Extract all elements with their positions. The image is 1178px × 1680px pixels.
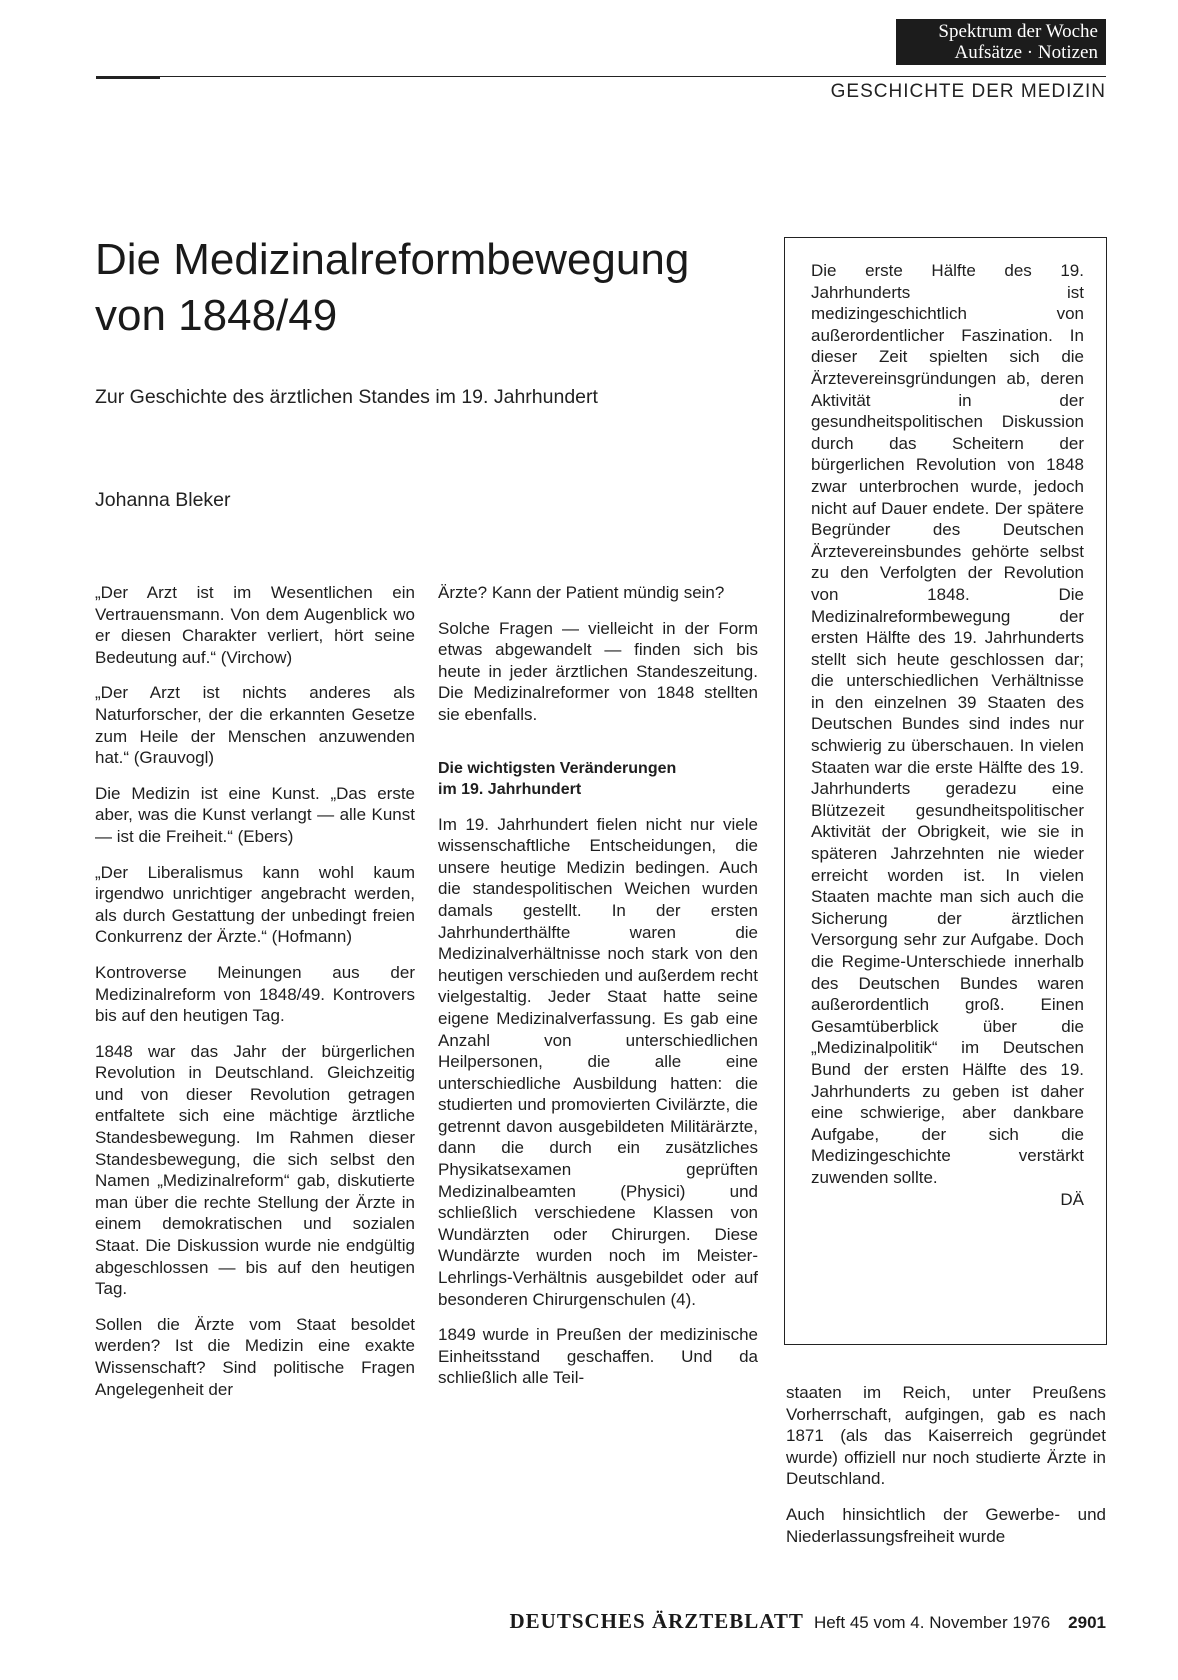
heading-line-2: im 19. Jahrhundert [438,780,582,798]
paragraph: „Der Arzt ist nichts anderes als Naturforscher, der die erkannten Gesetze zum Heile der Menschen anzuwenden hat.“ (Grauvogl) [95,683,415,768]
sidebar-text: Die erste Hälfte des 19. Jahrhunderts ist medizingeschichtlich von außerordentlicher Faszination. In dieser Zeit spielten sich die Ärztevereinsgründungen ab, deren Aktivität in der gesundheitspolitischen Diskussion durch das Scheitern der bürgerlichen Revolution von 1848 zwar unterbrochen wurde, jedoch nicht auf Dauer endete. Der spätere Begründer des Deutschen Ärztevereinsbundes gehörte selbst zu den Verfolgten der Revolution von 1848. Die Medizinalreformbewegung der ersten Hälfte des 19. Jahrhunderts stellt sich heute geschlossen dar; die unterschiedlichen Verhältnisse in den einzelnen 39 Staaten des Deutschen Bundes sind indes nur schwierig zu überschauen. In vielen Staaten war die erste Hälfte des 19. Jahrhunderts geradezu eine Blützezeit gesundheitspolitischer Aktivität der Obrigkeit, wie sie in späteren Jahrzehnten nie wieder erreicht worden ist. In vielen Staaten machte man sich auch die Sicherung der ärztlichen Versorgung sehr zur Aufgabe. Doch die Regime-Unterschiede innerhalb des Deutschen Bundes waren außerordentlich groß. Einen Gesamtüberblick über die „Medizinalpolitik“ im Deutschen Bund der ersten Hälfte des 19. Jahrhunderts zu geben ist daher eine schwierige, aber dankbare Aufgabe, der sich die Medizingeschichte verstärkt zuwenden sollte. [811,261,1084,1187]
section-heading [438,758,758,800]
section-badge [896,19,1106,65]
top-rule-accent [96,76,160,79]
heading-line-1: Die wichtigsten Veränderungen [438,759,677,777]
paragraph: Im 19. Jahrhundert fielen nicht nur viele wissenschaftliche Entscheidungen, die unsere heutige Medizin bedingen. Auch die standespolitischen Weichen wurden damals gestellt. In der ersten Jahrhunderthälfte waren die Medizinalverhältnisse noch stark von den heutigen verschieden und außerdem recht vielgestaltig. Jeder Staat hatte seine eigene Medizinalverfassung. Es gab eine Anzahl von unterschiedlichen Heilpersonen, die alle eine unterschiedliche Ausbildung hatten: die studierten und promovierten Civilärzte, die getrennt davon ausgebildeten Militärärzte, dann die durch ein zusätzliches Physikatsexamen geprüften Medizinalbeamten (Physici) und schließlich verschiedene Klassen von Wundärzten oder Chirurgen. Diese Wundärzte wurden noch im Meister-Lehrlings-Verhältnis ausgebildet oder auf besonderen Chirurgenschulen (4). [438,814,758,1309]
paragraph: 1848 war das Jahr der bürgerlichen Revolution in Deutschland. Gleichzeitig und von dieser Revolution getragen entfaltete sich eine mächtige ärztliche Standesbewegung. Im Rahmen dieser Standesbewegung, die sich selbst den Namen „Medizinalreform“ gab, diskutierte man über die rechte Stellung der Ärzte in einem demokratischen und sozialen Staat. Die Diskussion wurde nie endgültig abgeschlossen — bis auf den heutigen Tag. [95,1041,415,1299]
paragraph: Solche Fragen — vielleicht in der Form etwas abgewandelt — finden sich bis heute in jeder ärztlichen Standeszeitung. Die Medizinalreformer von 1848 stellten sie ebenfalls. [438,618,758,724]
column-1 [95,582,415,1414]
editorial-sidebar-box [784,237,1107,1345]
article-author: Johanna Bleker [95,489,231,511]
journal-name: DEUTSCHES ÄRZTEBLATT [509,1609,804,1633]
paragraph: Ärzte? Kann der Patient mündig sein? [438,583,725,602]
paragraph: 1849 wurde in Preußen der medizinische Einheitsstand geschaffen. Und da schließlich alle Teil- [438,1325,758,1388]
paragraph: Auch hinsichtlich der Gewerbe- und Niederlassungsfreiheit wurde [786,1504,1106,1546]
sidebar-signature: DÄ [1060,1189,1084,1209]
page-number: 2901 [1068,1613,1106,1632]
issue-info: Heft 45 vom 4. November 1976 [813,1613,1051,1632]
paragraph: Kontroverse Meinungen aus der Medizinalreform von 1848/49. Kontrovers bis auf den heutigen Tag. [95,962,415,1026]
article-title [95,232,755,344]
paragraph: „Der Arzt ist im Wesentlichen ein Vertrauensmann. Von dem Augenblick wo er diesen Charakter verliert, hört seine Bedeutung auf.“ (Virchow) [95,583,415,667]
top-rule [96,76,1106,77]
paragraph: „Der Liberalismus kann wohl kaum irgendwo unrichtiger angebracht werden, als durch Gestattung der unbedingt freien Conkurrenz der Ärzte.“ (Hofmann) [95,862,415,947]
paragraph: Sollen die Ärzte vom Staat besoldet werden? Ist die Medizin eine exakte Wissenschaft? Sind politische Fragen Angelegenheit der [95,1314,415,1399]
title-line-2: von 1848/49 [95,291,338,340]
section-label: GESCHICHTE DER MEDIZIN [830,81,1106,102]
column-2 [438,582,758,1403]
badge-line-1: Spektrum der Woche [938,21,1098,42]
title-line-1: Die Medizinalreformbewegung [95,235,690,284]
paragraph: staaten im Reich, unter Preußens Vorherrschaft, aufgingen, gab es nach 1871 (als das Kaiserreich gegründet wurde) offiziell nur noch studierte Ärzte in Deutschland. [786,1383,1106,1489]
article-subtitle: Zur Geschichte des ärztlichen Standes im 19. Jahrhundert [95,386,598,408]
badge-line-2: Aufsätze · Notizen [954,42,1098,63]
column-3 [786,1382,1106,1561]
paragraph: Die Medizin ist eine Kunst. „Das erste aber, was die Kunst verlangt — alle Kunst — ist die Freiheit.“ (Ebers) [95,783,415,846]
page-footer [440,1609,1106,1634]
